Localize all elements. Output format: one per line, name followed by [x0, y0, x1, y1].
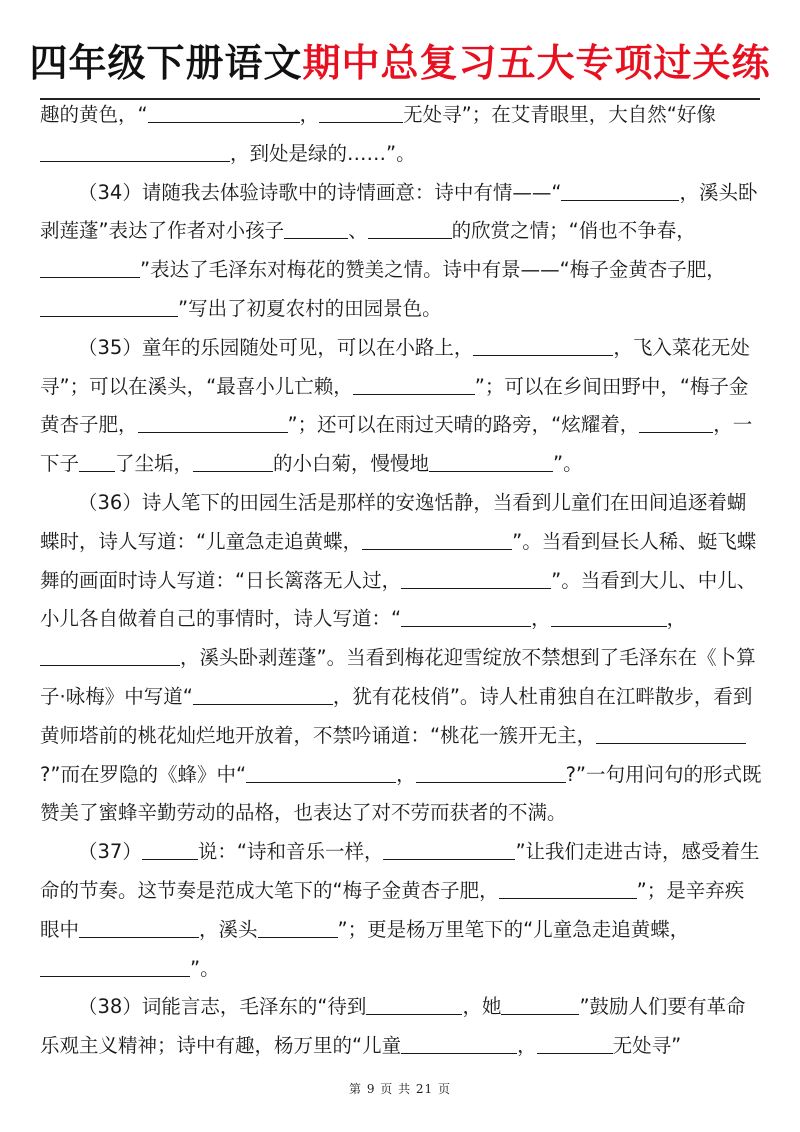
title-grade: 四年级下册语文	[29, 41, 303, 85]
answer-blank[interactable]	[561, 180, 679, 201]
text: 说：“诗和音乐一样，	[197, 840, 384, 864]
text: （37）	[78, 840, 142, 864]
answer-blank[interactable]	[366, 995, 462, 1016]
text: ，	[666, 607, 687, 631]
text: ，溪头	[199, 917, 258, 941]
answer-blank[interactable]	[40, 646, 180, 667]
text: ”；更是杨万里笔下的“儿童急走追黄蝶，	[337, 917, 690, 941]
worksheet-body	[40, 96, 762, 1066]
text: ”。	[553, 452, 583, 476]
text: 无处寻”；在艾青眼里，大自然“好像	[403, 103, 716, 126]
answer-blank[interactable]	[193, 684, 333, 705]
text: ，	[517, 1034, 537, 1058]
text: ”鼓励人们要有革命乐观主义精神；诗中有趣，杨万里的“儿童	[40, 995, 746, 1058]
answer-blank[interactable]	[40, 258, 140, 279]
answer-blank[interactable]	[148, 103, 300, 124]
text: ”。	[190, 956, 220, 980]
question-38	[40, 988, 762, 1066]
answer-blank[interactable]	[40, 141, 230, 162]
answer-blank[interactable]	[284, 219, 348, 240]
title-topic: 期中总复习五大专项过关练	[302, 41, 771, 85]
text: 无处寻”	[612, 1034, 682, 1058]
answer-blank[interactable]	[401, 568, 551, 589]
text: （38）词能言志，毛泽东的“待到	[78, 995, 367, 1019]
text: ?”一句用问句的形式既赞美了蜜蜂辛勤劳动的品格，也表达了对不劳而获者的不满。	[40, 762, 762, 825]
answer-blank[interactable]	[142, 840, 198, 861]
answer-blank[interactable]	[473, 335, 613, 356]
answer-blank[interactable]	[138, 413, 288, 434]
text: ，	[396, 762, 416, 786]
text: 、	[348, 219, 368, 243]
page-number: 第 9 页 共 21 页	[349, 1082, 451, 1096]
text: ，到处是绿的……”。	[230, 141, 416, 165]
text: （35）童年的乐园随处可见，可以在小路上，	[78, 335, 474, 359]
answer-blank[interactable]	[537, 1034, 613, 1055]
text: ”。当看到昼长人稀、蜓飞蝶舞的画面时诗人写道：“日长篱落无人过，	[40, 529, 757, 592]
question-35	[40, 329, 762, 484]
text: ”。当看到大儿、中儿、小儿各自做着自己的事情时，诗人写道：“	[40, 568, 757, 631]
answer-blank[interactable]	[383, 840, 515, 861]
text: ”；可以在乡间田野中，“梅子金黄杏子肥，	[40, 374, 749, 437]
answer-blank[interactable]	[246, 762, 396, 783]
answer-blank[interactable]	[368, 219, 452, 240]
text: 的小白菊，慢慢地	[273, 452, 430, 476]
answer-blank[interactable]	[551, 607, 667, 628]
text: ”表达了毛泽东对梅花的赞美之情。诗中有景——“梅子金黄杏子肥，	[140, 258, 726, 282]
answer-blank[interactable]	[429, 452, 553, 473]
text: ，她	[462, 995, 502, 1019]
answer-blank[interactable]	[401, 1034, 517, 1055]
text: 的欣赏之情；“俏也不争春，	[451, 219, 696, 243]
text: ”；还可以在雨过天晴的路旁，“炫耀着，	[287, 413, 640, 437]
answer-blank[interactable]	[499, 878, 637, 899]
text: ，溪头卧剥莲蓬”。当看到梅花迎雪绽放不禁想到了毛泽东在《卜算子·咏梅》中写道“	[40, 646, 756, 708]
text: ，	[531, 607, 551, 631]
answer-blank[interactable]	[639, 413, 713, 434]
text: ”；是辛弃疾眼中	[40, 878, 745, 941]
answer-blank[interactable]	[401, 607, 531, 628]
text: ”写出了初夏农村的田园景色。	[178, 296, 442, 320]
answer-blank[interactable]	[596, 723, 746, 744]
answer-blank[interactable]	[193, 452, 273, 473]
answer-blank[interactable]	[79, 917, 199, 938]
text: ，犹有花枝俏”。诗人杜甫独自在江畔散步，看到黄师塔前的桃花灿烂地开放着，不禁吟诵道：“桃花一簇开无主，	[40, 684, 753, 747]
answer-blank[interactable]	[319, 103, 403, 124]
text: （36）诗人笔下的田园生活是那样的安逸恬静，当看到儿童们在田间追逐着蝴蝶时，诗人写道：“儿童急走追黄蝶，	[40, 490, 747, 553]
answer-blank[interactable]	[258, 917, 338, 938]
answer-blank[interactable]	[79, 452, 115, 473]
text: ，飞入菜花无处寻”；可以在溪头，“最喜小儿亡赖，	[40, 335, 750, 398]
text: ，溪头卧剥莲蓬”表达了作者对小孩子	[40, 180, 758, 243]
continuation-paragraph	[40, 96, 762, 174]
text: ”让我们走进古诗，感受着生命的节奏。这节奏是范成大笔下的“梅子金黄杏子肥，	[40, 840, 760, 902]
answer-blank[interactable]	[353, 374, 475, 395]
answer-blank[interactable]	[501, 995, 579, 1016]
answer-blank[interactable]	[40, 296, 178, 317]
question-36	[40, 484, 762, 833]
question-37	[40, 833, 762, 988]
text: ，一下子	[40, 413, 753, 476]
text: 趣的黄色，“	[40, 103, 148, 126]
question-34	[40, 174, 762, 329]
answer-blank[interactable]	[40, 956, 190, 977]
page-title	[0, 30, 800, 96]
text: ，	[299, 103, 320, 126]
text: （34）请随我去体验诗歌中的诗情画意：诗中有情——“	[78, 180, 562, 204]
answer-blank[interactable]	[362, 529, 512, 550]
answer-blank[interactable]	[416, 762, 566, 783]
text: 了尘垢，	[115, 452, 194, 476]
text: ?”而在罗隐的《蜂》中“	[40, 762, 247, 786]
